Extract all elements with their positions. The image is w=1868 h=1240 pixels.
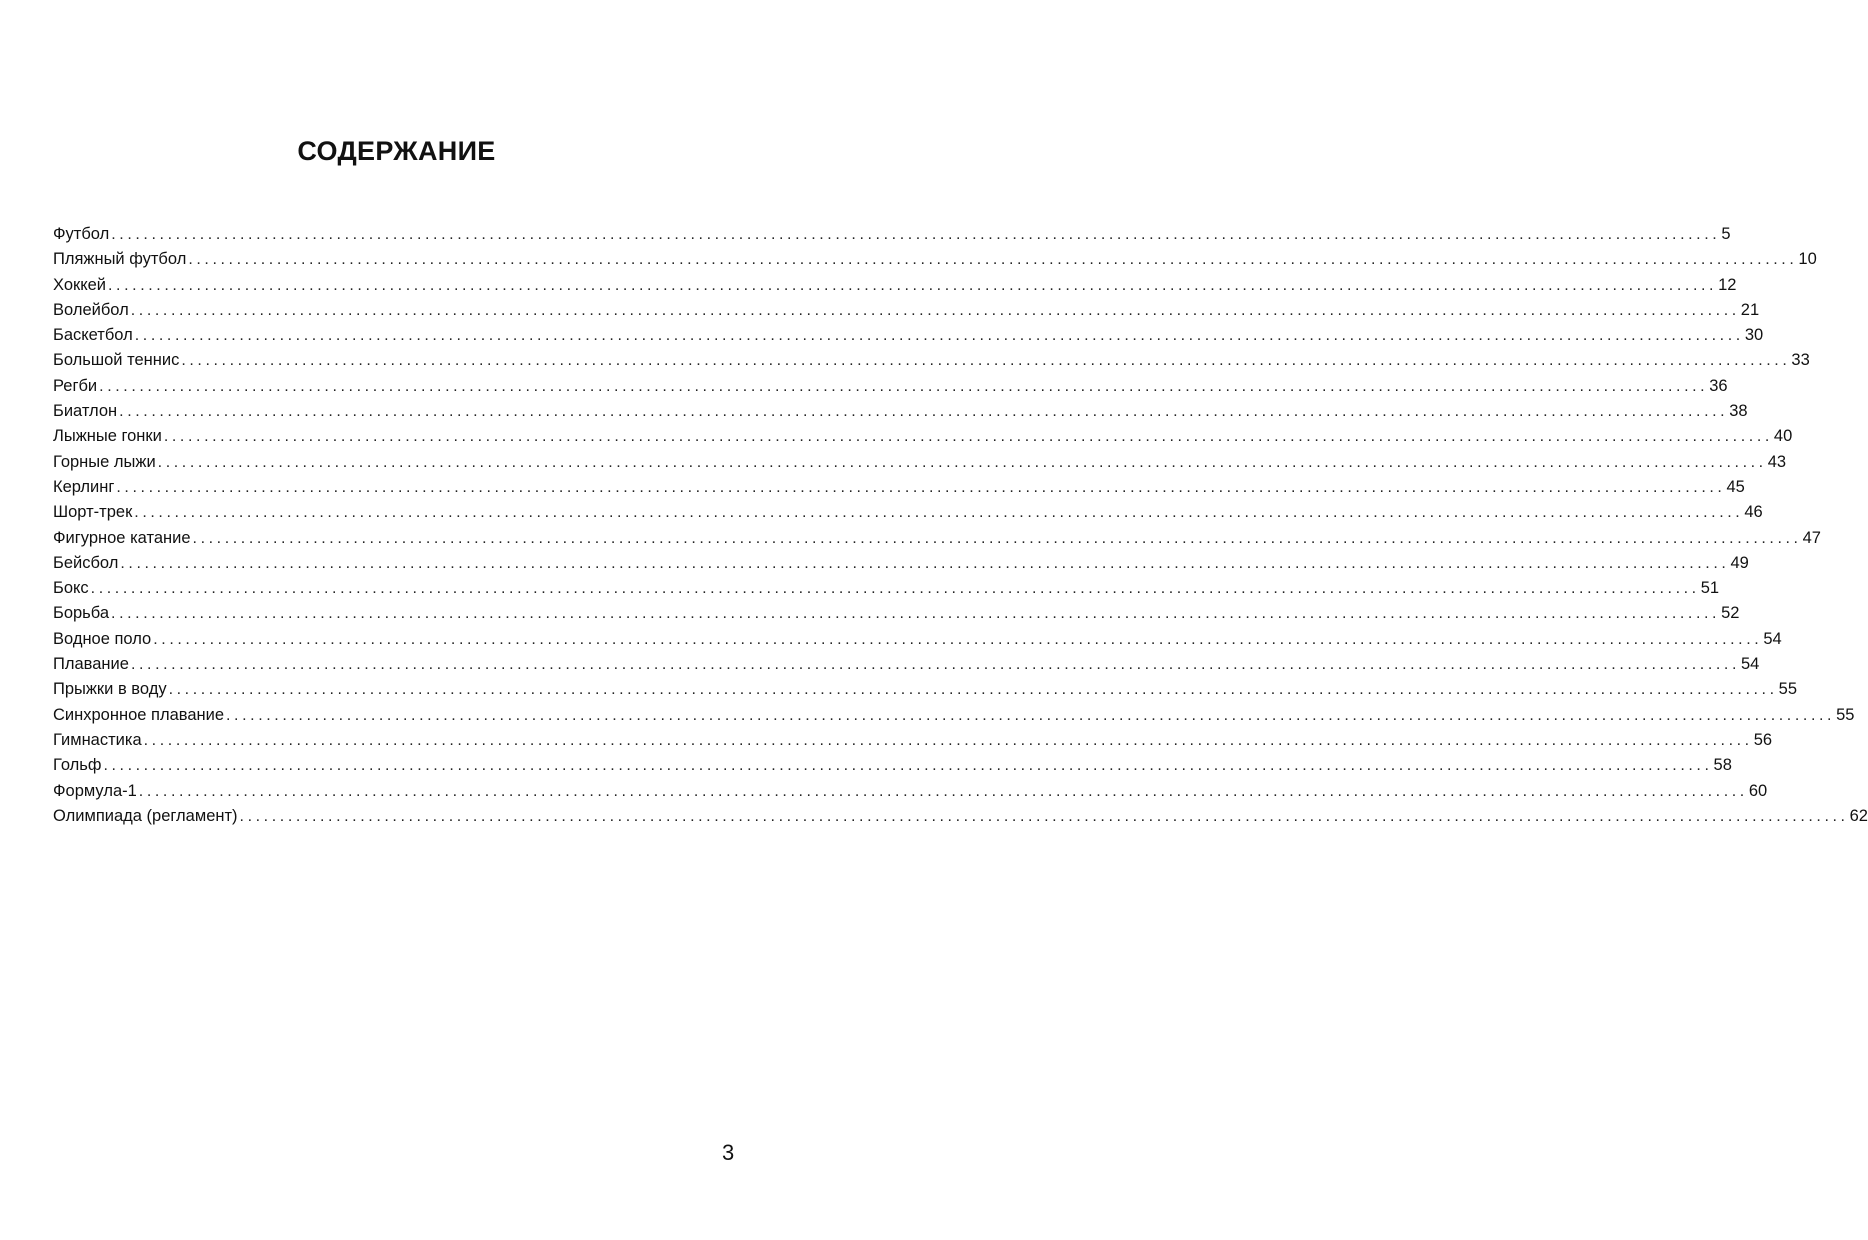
page-title: СОДЕРЖАНИЕ: [297, 136, 496, 166]
toc-dot-leader: ........................................................................................................................................................................................................: [163, 428, 1773, 446]
toc-dot-leader: ........................................................................................................................................................................................................: [134, 327, 1744, 345]
toc-entry[interactable]: [53, 551, 1749, 576]
toc-entry-page: 62: [1849, 806, 1868, 825]
toc-entry-title: Пляжный футбол: [53, 250, 187, 269]
toc-entry[interactable]: [53, 374, 1728, 399]
toc-entry[interactable]: [53, 677, 1797, 702]
toc-entry[interactable]: [53, 627, 1782, 652]
toc-entry-title: Синхронное плавание: [53, 705, 225, 724]
toc-dot-leader: ........................................................................................................................................................................................................: [226, 706, 1836, 724]
toc-entry-page: 33: [1791, 351, 1810, 370]
toc-entry[interactable]: [53, 348, 1810, 373]
toc-entry-page: 54: [1741, 655, 1760, 674]
toc-entry-title: Керлинг: [53, 477, 115, 496]
toc-entry-page: 55: [1836, 705, 1855, 724]
toc-entry[interactable]: [53, 779, 1768, 804]
toc-dot-leader: ........................................................................................................................................................................................................: [103, 757, 1713, 775]
toc-dot-leader: ........................................................................................................................................................................................................: [157, 453, 1767, 471]
toc-entry-page: 21: [1740, 300, 1760, 319]
toc-entry-title: Формула-1: [53, 781, 137, 800]
toc-entry[interactable]: [53, 222, 1731, 247]
toc-entry-page: 12: [1718, 275, 1737, 294]
toc-entry[interactable]: [53, 500, 1763, 525]
toc-entry-page: 58: [1713, 756, 1732, 775]
toc-dot-leader: ........................................................................................................................................................................................................: [188, 251, 1798, 269]
toc-dot-leader: ........................................................................................................................................................................................................: [119, 403, 1729, 421]
toc-entry-title: Горные лыжи: [53, 452, 156, 471]
toc-entry-title: Водное поло: [53, 629, 152, 648]
toc-entry-title: Гольф: [53, 756, 102, 775]
toc-entry-page: 54: [1763, 629, 1782, 648]
toc-entry-page: 56: [1753, 730, 1773, 749]
toc-entry[interactable]: [53, 273, 1737, 298]
toc-entry[interactable]: [53, 804, 1868, 829]
toc-entry[interactable]: [53, 247, 1817, 272]
toc-entry-title: Гимнастика: [53, 730, 142, 749]
toc-entry[interactable]: [53, 424, 1793, 449]
toc-entry-title: Шорт-трек: [53, 503, 133, 522]
toc-dot-leader: ........................................................................................................................................................................................................: [130, 301, 1740, 319]
toc-entry[interactable]: [53, 753, 1732, 778]
toc-entry-page: 43: [1767, 452, 1787, 471]
toc-entry-page: 49: [1730, 553, 1749, 572]
toc-entry[interactable]: [53, 475, 1745, 500]
toc-entry-page: 36: [1709, 376, 1728, 395]
toc-entry[interactable]: [53, 703, 1855, 728]
toc-entry-title: Футбол: [53, 225, 110, 243]
toc-dot-leader: ........................................................................................................................................................................................................: [181, 352, 1791, 370]
toc-entry[interactable]: [53, 601, 1740, 626]
toc-entry-title: Баскетбол: [53, 326, 133, 345]
toc-entry-page: 5: [1721, 225, 1731, 243]
toc-dot-leader: ........................................................................................................................................................................................................: [111, 605, 1721, 623]
toc-entry-title: Регби: [53, 376, 98, 395]
toc-dot-leader: ........................................................................................................................................................................................................: [90, 580, 1700, 598]
toc-entry[interactable]: [53, 450, 1787, 475]
toc-entry-title: Борьба: [53, 604, 110, 623]
toc-dot-leader: ........................................................................................................................................................................................................: [138, 782, 1748, 800]
toc-entry-page: 55: [1778, 680, 1797, 699]
toc-entry-page: 52: [1721, 604, 1740, 623]
toc-entry-title: Хоккей: [53, 275, 107, 294]
toc-entry-page: 40: [1773, 427, 1793, 446]
toc-entry[interactable]: [53, 399, 1748, 424]
toc-dot-leader: ........................................................................................................................................................................................................: [134, 504, 1744, 522]
toc-entry-title: Плавание: [53, 655, 129, 674]
toc-entry-title: Фигурное катание: [53, 528, 191, 547]
toc-entry-page: 51: [1700, 579, 1720, 598]
toc-entry-title: Большой теннис: [53, 351, 180, 370]
toc-entry[interactable]: [53, 576, 1720, 601]
toc-entry-page: 38: [1729, 402, 1748, 421]
toc-dot-leader: ........................................................................................................................................................................................................: [143, 731, 1753, 749]
toc-entry-title: Бокс: [53, 579, 89, 598]
toc-entry-title: Биатлон: [53, 402, 118, 421]
toc-entry-page: 30: [1744, 326, 1764, 345]
toc-entry[interactable]: [53, 298, 1760, 323]
toc-entry[interactable]: [53, 652, 1760, 677]
toc-entry-title: Бейсбол: [53, 553, 119, 572]
toc-dot-leader: ........................................................................................................................................................................................................: [99, 377, 1709, 395]
toc-dot-leader: ........................................................................................................................................................................................................: [239, 807, 1849, 825]
toc-dot-leader: ........................................................................................................................................................................................................: [108, 276, 1718, 294]
toc-entry-page: 46: [1744, 503, 1763, 522]
toc-dot-leader: ........................................................................................................................................................................................................: [130, 656, 1740, 674]
toc-dot-leader: ........................................................................................................................................................................................................: [116, 478, 1726, 496]
toc-entry-title: Олимпиада (регламент): [53, 806, 238, 825]
table-of-contents: [53, 222, 1868, 829]
toc-dot-leader: ........................................................................................................................................................................................................: [111, 226, 1721, 243]
toc-entry-page: 60: [1748, 781, 1768, 800]
page-number: 3: [722, 1140, 735, 1165]
toc-entry-title: Волейбол: [53, 300, 129, 319]
toc-entry-page: 45: [1726, 477, 1745, 496]
toc-entry-title: Прыжки в воду: [53, 680, 167, 699]
toc-entry[interactable]: [53, 323, 1764, 348]
toc-dot-leader: ........................................................................................................................................................................................................: [168, 681, 1778, 699]
toc-entry-page: 10: [1798, 250, 1817, 269]
toc-dot-leader: ........................................................................................................................................................................................................: [192, 529, 1802, 547]
toc-entry[interactable]: [53, 728, 1773, 753]
toc-entry-title: Лыжные гонки: [53, 427, 162, 446]
toc-dot-leader: ........................................................................................................................................................................................................: [153, 630, 1763, 648]
toc-entry[interactable]: [53, 526, 1821, 551]
toc-entry-page: 47: [1802, 528, 1821, 547]
toc-dot-leader: ........................................................................................................................................................................................................: [120, 554, 1730, 572]
